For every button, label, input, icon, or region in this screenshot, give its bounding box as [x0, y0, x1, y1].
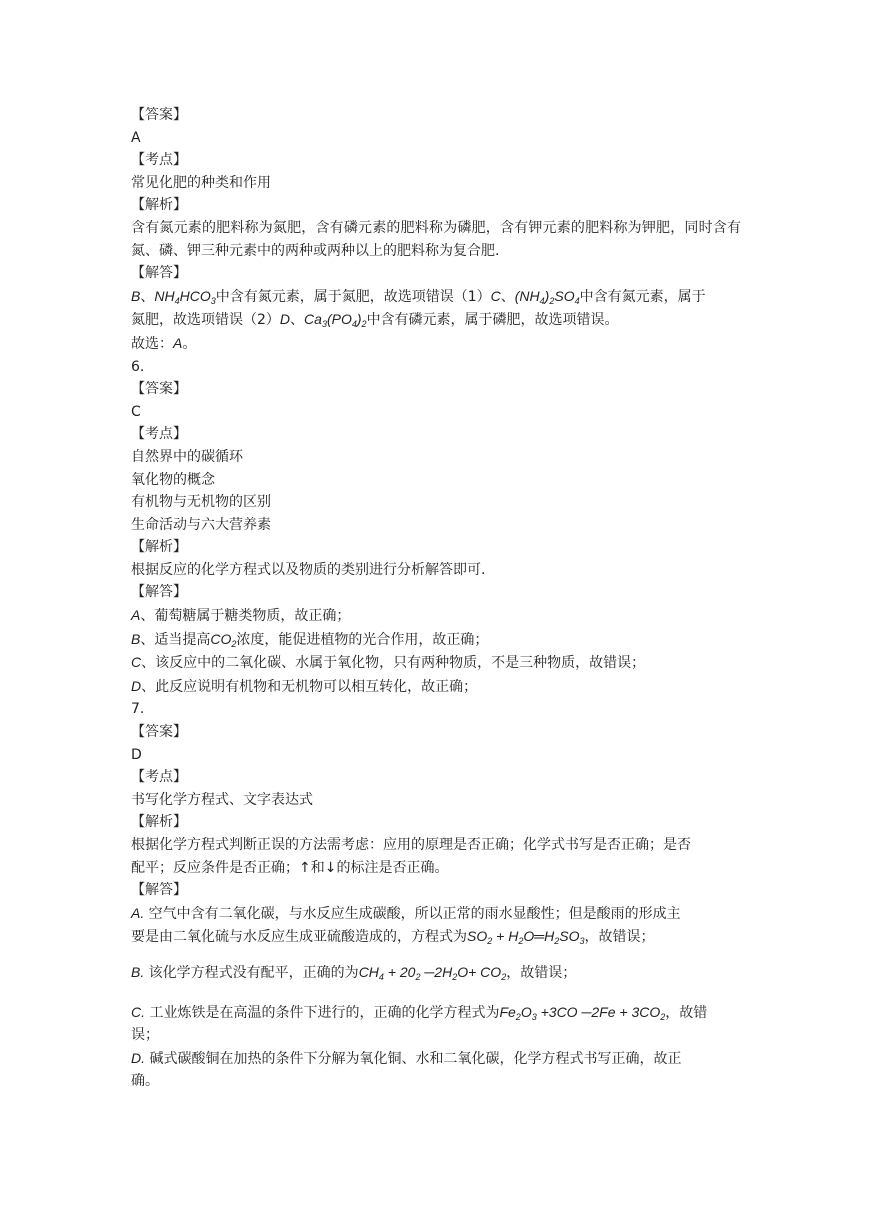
- document-body: [131, 104, 741, 1093]
- answer-heading: 【答案】: [131, 107, 187, 123]
- formula: $(NH_4)_2SO_4$: [514, 287, 580, 306]
- formula: $Ca_3(PO_4)_2$: [304, 311, 367, 330]
- option-label: C.: [131, 1003, 145, 1020]
- point-text: 自然界中的碳循环: [131, 448, 243, 465]
- formula: $NH_4HCO_3$: [154, 287, 216, 306]
- point-text: 氧化物的概念: [131, 471, 215, 488]
- solve-heading: 【解答】: [131, 584, 187, 601]
- point-text: 书写化学方程式、文字表达式: [131, 791, 313, 808]
- analysis-heading: 【解析】: [131, 197, 187, 214]
- solve-option-c: C. 工业炼铁是在高温的条件下进行的，正确的化学方程式为$Fe_2O_3 +3CO$ ─2Fe + $3CO_2$，故错: [131, 1003, 708, 1022]
- equation: $CH_4 + 20_2$ $─2H_2O+ CO_2$: [358, 963, 507, 982]
- equation: $Fe_2O_3 +3CO$ ─2Fe + $3CO_2$: [499, 1003, 666, 1022]
- option-label: C: [131, 654, 142, 671]
- option-label: D: [279, 311, 291, 328]
- option-label: A.: [131, 904, 145, 921]
- question-number: 6.: [131, 358, 145, 375]
- solve-option-a: A. 空气中含有二氧化碳，与水反应生成碳酸，所以正常的雨水显酸性；但是酸雨的形成主: [131, 904, 681, 922]
- option-label: A: [131, 607, 141, 624]
- analysis-text: 含有氮元素的肥料称为氮肥，含有磷元素的肥料称为磷肥，含有钾元素的肥料称为钾肥，同时含有氮、磷、钾三种元素中的两种或两种以上的肥料称为复合肥.: [131, 219, 741, 259]
- analysis-heading: 【解析】: [131, 539, 187, 556]
- equation: $SO_2$ + $H_2O═H_2SO_3$: [467, 928, 585, 947]
- solve-option-d: D、此反应说明有机物和无机物可以相互转化，故正确；: [131, 677, 478, 695]
- analysis-text: 配平；反应条件是否正确；↑和↓的标注是否正确。: [131, 859, 449, 876]
- solve-option-a: A、葡萄糖属于糖类物质，故正确；: [131, 607, 351, 625]
- solve-option-c: C、该反应中的二氧化碳、水属于氧化物，只有两种物质，不是三种物质，故错误；: [131, 654, 646, 672]
- solve-line-1: B、$NH_4HCO_3$中含有氮元素，属于氮肥，故选项错误（1）C、$(NH_4)_2SO_4$中含有氮元素，属于: [131, 287, 706, 306]
- point-text: 生命活动与六大营养素: [131, 516, 271, 533]
- point-text: 有机物与无机物的区别: [131, 494, 271, 511]
- solve-option-b: B. 该化学方程式没有配平，正确的为$CH_4 + 20_2$ $─2H_2O+ CO_2$，故错误；: [131, 963, 577, 982]
- option-label: B: [131, 630, 141, 647]
- answer-value: D: [131, 746, 142, 763]
- answer-value: C: [131, 403, 141, 420]
- point-text: 常见化肥的种类和作用: [131, 174, 271, 191]
- solve-option-c-cont: 误；: [131, 1027, 159, 1044]
- analysis-text: 根据化学方程式判断正误的方法需考虑：应用的原理是否正确；化学式书写是否正确；是否: [131, 837, 691, 853]
- option-label: D.: [131, 1049, 145, 1066]
- option-label: C: [490, 287, 501, 304]
- solve-option-b: B、适当提高$CO_2$浓度，能促进植物的光合作用，故正确；: [131, 630, 489, 649]
- solve-heading: 【解答】: [131, 882, 187, 899]
- answer-heading: 【答案】: [131, 724, 187, 741]
- choose-line: 故选：A。: [131, 334, 197, 352]
- analysis-text: 根据反应的化学方程式以及物质的类别进行分析解答即可.: [131, 561, 486, 578]
- point-heading: 【考点】: [131, 426, 187, 443]
- analysis-heading: 【解析】: [131, 814, 187, 831]
- solve-option-a-cont: 要是由二氧化硫与水反应生成亚硫酸造成的，方程式为$SO_2$ + $H_2O═H_2SO_3$，故错误；: [131, 928, 655, 947]
- solve-option-d: D. 碱式碳酸铜在加热的条件下分解为氧化铜、水和二氧化碳，化学方程式书写正确，故正: [131, 1049, 682, 1067]
- option-label: D: [131, 677, 142, 694]
- question-number: 7.: [131, 701, 145, 718]
- point-heading: 【考点】: [131, 769, 187, 786]
- answer-heading: 【答案】: [131, 381, 187, 398]
- option-label: B: [131, 287, 141, 304]
- point-heading: 【考点】: [131, 152, 187, 169]
- solve-line-2: 氮肥，故选项错误（2）D、$Ca_3(PO_4)_2$中含有磷元素，属于磷肥，故选项错误。: [131, 311, 619, 330]
- option-label: B.: [131, 963, 145, 980]
- solve-option-d-cont: 确。: [131, 1073, 159, 1090]
- formula: $CO_2$: [210, 630, 237, 649]
- solve-heading: 【解答】: [131, 265, 187, 282]
- answer-value: A: [131, 129, 141, 146]
